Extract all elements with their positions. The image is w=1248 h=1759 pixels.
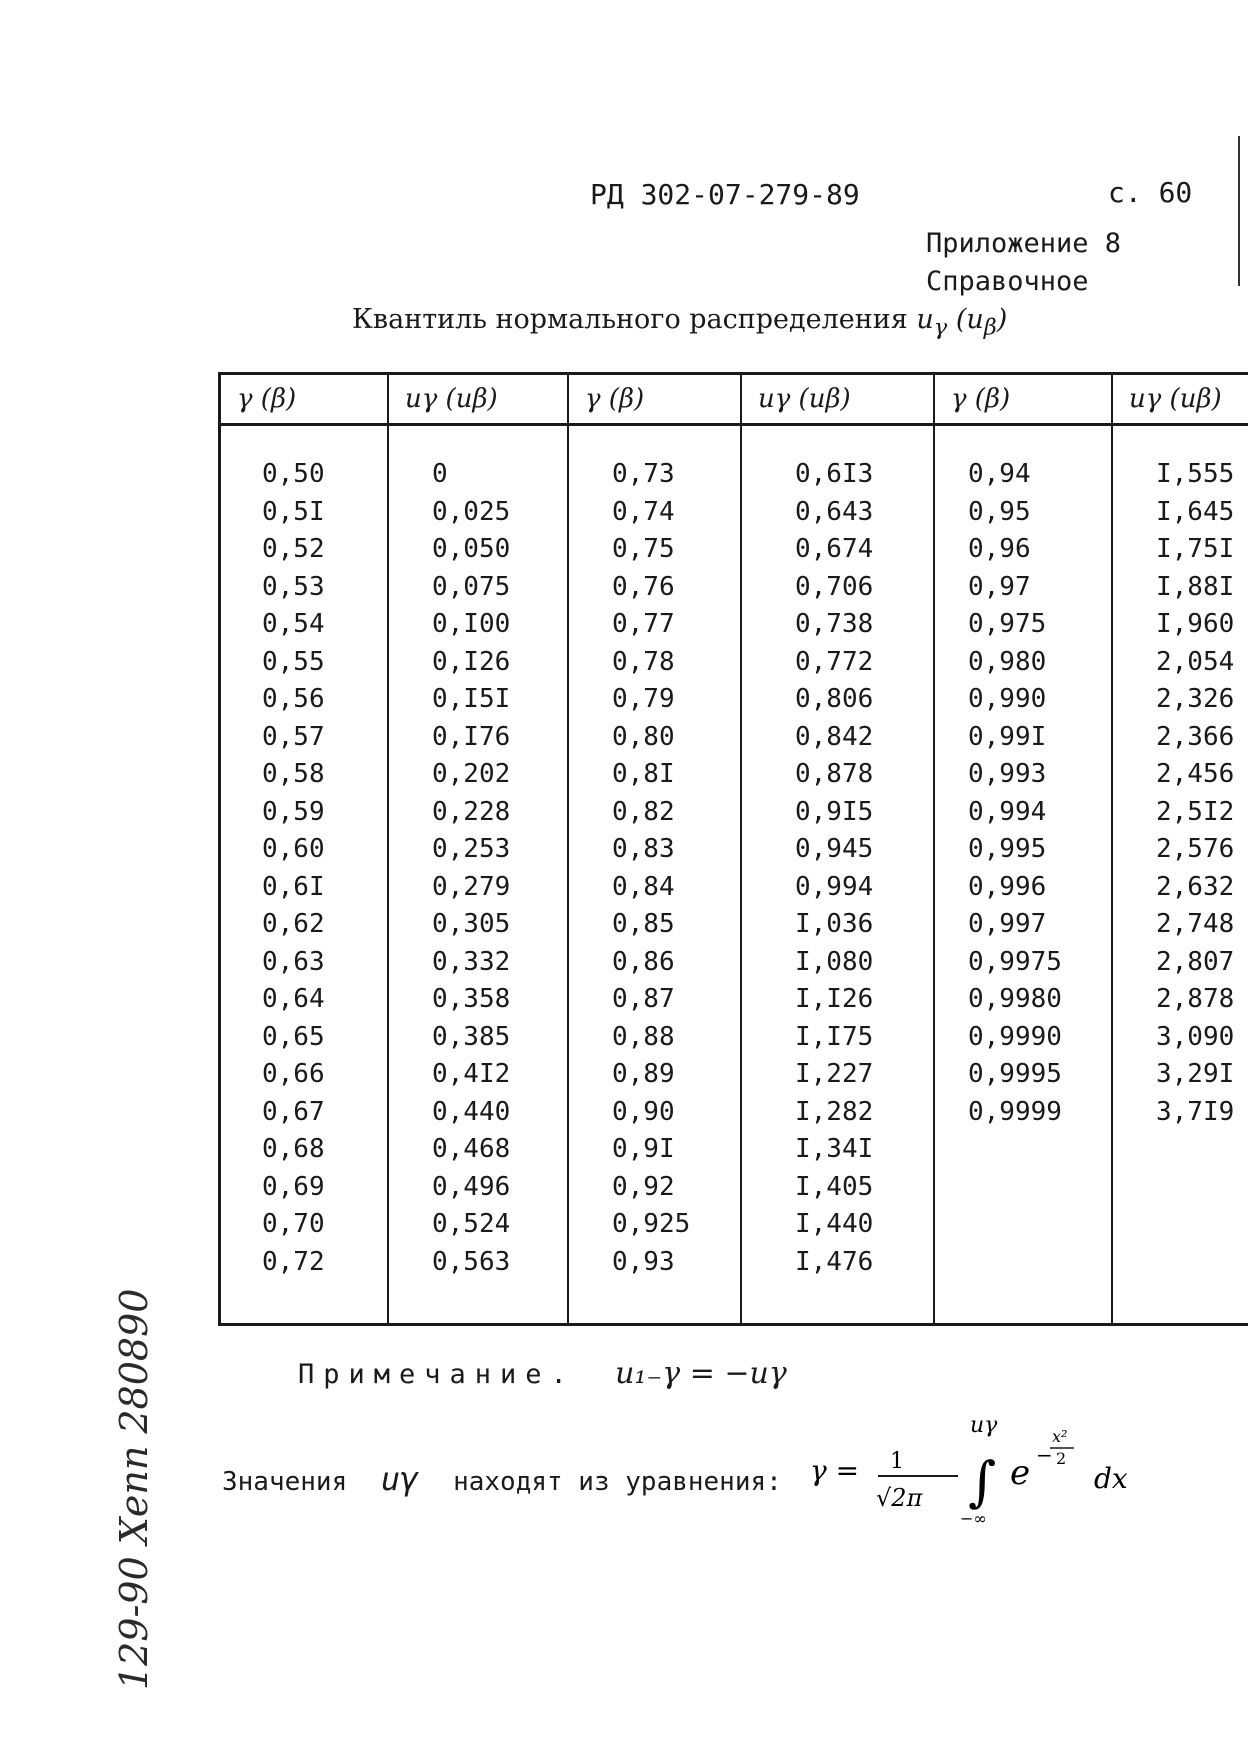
table-cell: 0,997 <box>968 909 1047 939</box>
formula-exp-den: 2 <box>1056 1449 1067 1468</box>
table-cell: 0,79 <box>612 684 675 714</box>
table-cell: 0,496 <box>432 1171 511 1202</box>
table-cell: 0,60 <box>262 834 325 864</box>
table-cell: 0,358 <box>432 984 511 1014</box>
title-symbol-alt: (u <box>955 304 984 335</box>
table-cell: 0,62 <box>262 909 325 939</box>
table-cell: 2,576 <box>1156 834 1235 864</box>
header-gamma-2: γ (β) <box>568 374 741 425</box>
table-cell: 0,563 <box>432 1246 511 1277</box>
table-cell: 0,54 <box>262 609 325 639</box>
table-cell: 0,8I <box>612 759 675 789</box>
table-cell: 0,738 <box>795 609 874 639</box>
table-cell: 0,93 <box>612 1246 675 1277</box>
table-cell: 0,9990 <box>968 1021 1062 1052</box>
table-cell: 0,994 <box>795 871 874 902</box>
table-cell: I,476 <box>795 1246 874 1277</box>
table-cell: 0,305 <box>432 909 511 939</box>
table-cell: I,080 <box>795 946 874 977</box>
table-cell: 0,69 <box>262 1171 325 1202</box>
formula-exp-minus: − <box>1036 1443 1053 1467</box>
column-u-1 <box>390 456 566 1281</box>
table-cell: 0,385 <box>432 1021 511 1052</box>
table-cell: 0,95 <box>968 496 1031 527</box>
table-cell: I,75I <box>1156 534 1235 564</box>
table-cell: 0,75 <box>612 534 675 564</box>
table-cell: 0,I5I <box>432 684 511 714</box>
table-cell: 0,82 <box>612 796 675 827</box>
table-cell: 0,88 <box>612 1021 675 1052</box>
table-cell: 0,9975 <box>968 946 1062 977</box>
table-cell: 0,53 <box>262 571 325 602</box>
table-cell: 0,59 <box>262 796 325 827</box>
formula-numerator: 1 <box>890 1449 904 1474</box>
table-cell: 0,228 <box>432 796 511 827</box>
table-cell: 0,253 <box>432 834 511 864</box>
table-title <box>352 304 1007 340</box>
table-cell: 0,440 <box>432 1096 511 1127</box>
table-cell: 0,9980 <box>968 984 1062 1014</box>
column-gamma-1 <box>222 456 386 1281</box>
table-cell: 0,842 <box>795 721 874 752</box>
formula-exp-base: e <box>1010 1453 1031 1493</box>
table-cell: 0,78 <box>612 646 675 677</box>
table-cell: 0,63 <box>262 946 325 977</box>
table-cell: 0,94 <box>968 459 1031 489</box>
table-cell: 0,945 <box>795 834 874 864</box>
table-cell: 3,090 <box>1156 1021 1235 1052</box>
table-cell: 0,9999 <box>968 1096 1062 1127</box>
table-cell: 0,772 <box>795 646 874 677</box>
table-cell: 0,76 <box>612 571 675 602</box>
table-cell: 0,806 <box>795 684 874 714</box>
formula-dx: dx <box>1094 1462 1128 1495</box>
table-cell: 0,279 <box>432 871 511 902</box>
table-cell: 0,878 <box>795 759 874 789</box>
note <box>298 1356 787 1391</box>
table-cell: 0,202 <box>432 759 511 789</box>
table-cell: 3,29I <box>1156 1059 1235 1089</box>
table-cell: 0,64 <box>262 984 325 1014</box>
table-cell: 0,4I2 <box>432 1059 511 1089</box>
table-cell: 0,975 <box>968 609 1047 639</box>
table-cell: 0,58 <box>262 759 325 789</box>
table-cell: 0,025 <box>432 496 511 527</box>
integral-sign: ∫ <box>968 1450 997 1513</box>
table-body-row <box>220 425 1248 1325</box>
table-cell: 0,74 <box>612 496 675 527</box>
table-cell: 0,67 <box>262 1096 325 1127</box>
values-suffix: находят из уравнения: <box>453 1467 782 1497</box>
table-cell: 0,84 <box>612 871 675 902</box>
table-cell: 0,468 <box>432 1134 511 1164</box>
title-text: Квантиль нормального распределения <box>352 304 908 335</box>
table-cell: 0,5I <box>262 496 325 527</box>
table-cell: 0,980 <box>968 646 1047 677</box>
table-cell: I,405 <box>795 1171 874 1202</box>
table-cell: 0,993 <box>968 759 1047 789</box>
title-symbol: u <box>916 304 934 335</box>
table-cell: 0,I00 <box>432 609 511 639</box>
title-symbol-sub: γ <box>933 314 948 341</box>
values-symbol: uγ <box>380 1460 420 1498</box>
table-cell: 2,878 <box>1156 984 1235 1014</box>
table-cell: 0,524 <box>432 1209 511 1239</box>
table-cell: 0,65 <box>262 1021 325 1052</box>
header-gamma-3: γ (β) <box>934 374 1112 425</box>
formula-upper-limit: uγ <box>970 1418 998 1438</box>
table-cell: 2,748 <box>1156 909 1235 939</box>
table-cell: 0,050 <box>432 534 511 564</box>
table-cell: 0,66 <box>262 1059 325 1089</box>
document-number: РД 302-07-279-89 <box>590 178 860 211</box>
table-cell: 2,326 <box>1156 684 1235 714</box>
header-gamma-1: γ (β) <box>220 374 389 425</box>
table-header-row <box>220 374 1248 425</box>
table-cell: 0,52 <box>262 534 325 564</box>
table-cell: 0,I26 <box>432 646 511 677</box>
column-gamma-2 <box>570 456 739 1281</box>
note-equation: u₁₋γ = −uγ <box>615 1356 787 1391</box>
table-cell: 0,89 <box>612 1059 675 1089</box>
table-cell: 0,50 <box>262 459 325 489</box>
table-cell: 0,6I3 <box>795 459 874 489</box>
table-cell: I,282 <box>795 1096 874 1127</box>
table-cell: 0,990 <box>968 684 1047 714</box>
table-cell: 0,96 <box>968 534 1031 564</box>
table-cell: 0,99I <box>968 721 1047 752</box>
table-cell: I,645 <box>1156 496 1235 527</box>
table-cell: 0,70 <box>262 1209 325 1239</box>
table-cell: 0,6I <box>262 871 325 902</box>
formula-lhs: γ = <box>810 1454 860 1487</box>
formula-lower-limit: −∞ <box>960 1509 987 1528</box>
table-cell: I,555 <box>1156 459 1235 489</box>
table-cell: 2,054 <box>1156 646 1235 677</box>
table-cell: 0,92 <box>612 1171 675 1202</box>
table-cell: 0,73 <box>612 459 675 489</box>
header-u-1: uγ (uβ) <box>388 374 568 425</box>
table-cell: I,34I <box>795 1134 874 1164</box>
formula-denominator: √2π <box>876 1484 923 1512</box>
table-cell: 0,996 <box>968 871 1047 902</box>
table-cell: I,036 <box>795 909 874 939</box>
page-number: с. 60 <box>1108 176 1193 209</box>
quantile-table <box>218 372 1248 1326</box>
table-cell: 0,9I5 <box>795 796 874 827</box>
table-cell: I,I26 <box>795 984 874 1014</box>
values-prefix: Значения <box>222 1467 348 1497</box>
table-cell: 0,9995 <box>968 1059 1062 1089</box>
table-cell: 0,85 <box>612 909 675 939</box>
table-cell: 0,57 <box>262 721 325 752</box>
note-label: Примечание. <box>298 1359 576 1390</box>
formula-exp-num: x² <box>1052 1427 1068 1446</box>
column-u-2 <box>743 456 932 1281</box>
table-cell: 0,925 <box>612 1209 691 1239</box>
table-cell: 2,366 <box>1156 721 1235 752</box>
table-cell: 0,075 <box>432 571 511 602</box>
table-cell: I,88I <box>1156 571 1235 602</box>
table-cell: 0,643 <box>795 496 874 527</box>
table-cell: 0,995 <box>968 834 1047 864</box>
table-cell: 0,90 <box>612 1096 675 1127</box>
table-cell: 0,56 <box>262 684 325 714</box>
table-cell: 2,456 <box>1156 759 1235 789</box>
table-cell: 0,I76 <box>432 721 511 752</box>
table-cell: 0,674 <box>795 534 874 564</box>
appendix-type: Справочное <box>926 266 1089 297</box>
normal-integral-formula <box>810 1418 1170 1528</box>
column-u-3 <box>1114 456 1247 1131</box>
margin-handwriting: 129-90 Хепп 280890 <box>112 1288 156 1690</box>
table-cell: 2,807 <box>1156 946 1235 977</box>
table-cell: I,227 <box>795 1059 874 1089</box>
table-cell: 0 <box>432 459 448 489</box>
table-cell: 0,83 <box>612 834 675 864</box>
appendix-label: Приложение 8 <box>926 228 1122 259</box>
table-cell: 0,97 <box>968 571 1031 602</box>
values-explanation <box>222 1460 782 1498</box>
table-cell: 0,55 <box>262 646 325 677</box>
column-gamma-3 <box>936 456 1110 1131</box>
header-u-2: uγ (uβ) <box>741 374 934 425</box>
table-cell: I,I75 <box>795 1021 874 1052</box>
table-cell: 2,632 <box>1156 871 1235 902</box>
table-cell: I,960 <box>1156 609 1235 639</box>
title-symbol-alt-sub: β <box>983 314 997 341</box>
table-cell: 0,72 <box>262 1246 325 1277</box>
table-cell: 3,7I9 <box>1156 1096 1235 1127</box>
table-cell: 0,77 <box>612 609 675 639</box>
table-cell: 2,5I2 <box>1156 796 1235 827</box>
table-cell: 0,706 <box>795 571 874 602</box>
margin-line <box>1238 136 1240 286</box>
table-cell: 0,9I <box>612 1134 675 1164</box>
header-u-3: uγ (uβ) <box>1112 374 1248 425</box>
table-cell: 0,332 <box>432 946 511 977</box>
table-cell: 0,87 <box>612 984 675 1014</box>
table-cell: 0,80 <box>612 721 675 752</box>
title-symbol-close: ) <box>996 304 1008 335</box>
table-cell: 0,86 <box>612 946 675 977</box>
table-cell: I,440 <box>795 1209 874 1239</box>
table-cell: 0,68 <box>262 1134 325 1164</box>
table-cell: 0,994 <box>968 796 1047 827</box>
